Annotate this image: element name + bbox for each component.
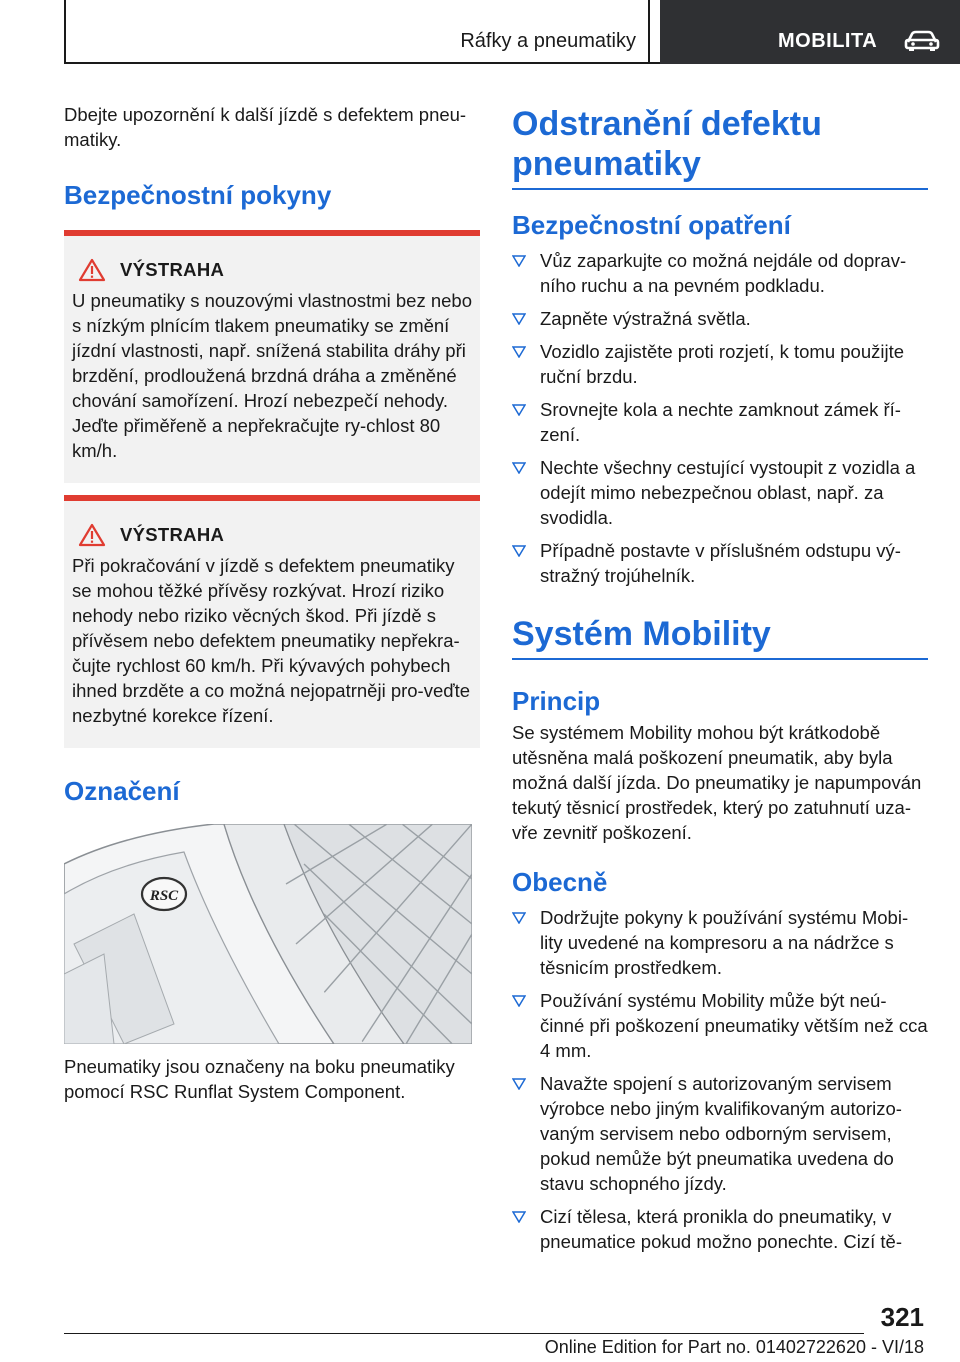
right-column: [512, 104, 928, 1262]
list-item: [512, 988, 928, 1063]
page-number: 321: [880, 1302, 924, 1332]
measures-heading: Bezpečnostní opatření: [512, 210, 791, 240]
list-item: [512, 905, 928, 980]
list-item-text: Nechte všechny cestující vystoupit z vozidla a odejít mimo nebezpečnou oblast, např. za svodidla.: [540, 457, 916, 528]
bullet-triangle-icon: [512, 1211, 526, 1223]
warning-text: Při pokračování v jízdě s defektem pneumatiky se mohou těžké přívěsy rozkývat. Hrozí riziko nehody nebo riziko věcných škod. Při jízdě s přívěsem nebo defektem pneumatiky nepřekra-čujte rychlost 60 km/h. Při kývavých pohybech ihned brzděte a co možná nejopatrněji pro-veďte nezbytné korekce řízení.: [72, 555, 471, 726]
left-column: [64, 102, 480, 1104]
bullet-triangle-icon: [512, 545, 526, 557]
tire-sidewall-image: [64, 824, 472, 1044]
list-item: [512, 1204, 928, 1254]
bullet-triangle-icon: [512, 1078, 526, 1090]
principle-text: Se systémem Mobility mohou být krátkodobě utěsněna malá poškození pneumatik, aby byla možná další jízda. Do pneumatiky je napumpován tekutý těsnicí prostředek, který po zatuhnutí uza-vře zevnitř poškození.: [512, 722, 922, 843]
header-bottom-rule: [64, 62, 660, 64]
chapter-tab-label: MOBILITA: [778, 30, 878, 52]
list-item: [512, 306, 928, 331]
bullet-triangle-icon: [512, 404, 526, 416]
list-item-text: Srovnejte kola a nechte zamknout zámek ří-zení.: [540, 399, 901, 445]
chapter-heading-mobility: Systém Mobility: [512, 615, 771, 653]
warning-box-1: [64, 230, 480, 483]
list-item: [512, 339, 928, 389]
warning-triangle-icon: [78, 523, 106, 547]
warning-box-2: [64, 495, 480, 748]
list-item-text: Vůz zaparkujte co možná nejdále od doprav-ního ruchu a na pevném podkladu.: [540, 250, 907, 296]
list-item-text: Zapněte výstražná světla.: [540, 308, 751, 329]
bullet-triangle-icon: [512, 313, 526, 325]
list-item-text: Používání systému Mobility může být neú-činné při poškození pneumatiky větším než cca 4 mm.: [540, 990, 928, 1061]
list-item-text: Případně postavte v příslušném odstupu vý-stražný trojúhelník.: [540, 540, 901, 586]
warning-title: VÝSTRAHA: [120, 259, 225, 280]
list-item: [512, 455, 928, 530]
header-divider: [648, 0, 650, 64]
principle-heading: Princip: [512, 686, 601, 716]
list-item-text: Vozidlo zajistěte proti rozjetí, k tomu použijte ruční brzdu.: [540, 341, 905, 387]
list-item: [512, 397, 928, 447]
chapter-rule: [512, 188, 928, 190]
general-heading: Obecně: [512, 867, 608, 897]
chapter-heading-repair: Odstranění defektu pneumatiky: [512, 105, 822, 183]
intro-paragraph: Dbejte upozornění k další jízdě s defektem pneu-matiky.: [64, 104, 467, 150]
list-item-text: Navažte spojení s autorizovaným servisem výrobce nebo jiným kvalifikovaným autorizo-vaným servisem nebo odborným servisem, pokud nemůže být pneumatika uvedena do stavu schopného jízdy.: [540, 1073, 902, 1194]
list-item: [512, 1071, 928, 1196]
car-icon: [904, 28, 940, 52]
list-item: [512, 248, 928, 298]
general-list: [512, 905, 928, 1254]
safety-heading: Bezpečnostní pokyny: [64, 180, 332, 210]
list-item-text: Dodržujte pokyny k používání systému Mobi-lity uvedené na kompresoru a na nádržce s těsnicím prostředkem.: [540, 907, 909, 978]
bullet-triangle-icon: [512, 995, 526, 1007]
bullet-triangle-icon: [512, 912, 526, 924]
section-title: Ráfky a pneumatiky: [460, 30, 636, 52]
bullet-triangle-icon: [512, 255, 526, 267]
warning-triangle-icon: [78, 258, 106, 282]
bullet-triangle-icon: [512, 462, 526, 474]
warning-title: VÝSTRAHA: [120, 524, 225, 545]
footer-rule: [64, 1333, 864, 1334]
warning-text: U pneumatiky s nouzovými vlastnostmi bez nebo s nízkým plnícím tlakem pneumatiky se změní jízdní vlastnosti, např. snížená stabilita dráhy při brzdění, prodloužená brzdná dráha a změněné chování samořízení. Hrozí nebezpečí nehody. Jeďte přiměřeně a nepřekračujte ry-chlost 80 km/h.: [72, 290, 472, 461]
header-left-rule: [64, 0, 66, 64]
chapter-rule: [512, 658, 928, 660]
marking-heading: Označení: [64, 776, 180, 806]
edition-note: Online Edition for Part no. 01402722620 - VI/18: [544, 1337, 924, 1357]
chapter-tab[interactable]: [660, 0, 960, 64]
bullet-triangle-icon: [512, 346, 526, 358]
tire-illustration: [64, 824, 472, 1044]
list-item: [512, 538, 928, 588]
measures-list: [512, 248, 928, 588]
marking-caption: Pneumatiky jsou označeny na boku pneumatiky pomocí RSC Runflat System Component.: [64, 1056, 455, 1102]
tire-logo: RSC: [149, 888, 179, 904]
list-item-text: Cizí tělesa, která pronikla do pneumatiky, v pneumatice pokud možno ponechte. Cizí tě-: [540, 1206, 902, 1252]
